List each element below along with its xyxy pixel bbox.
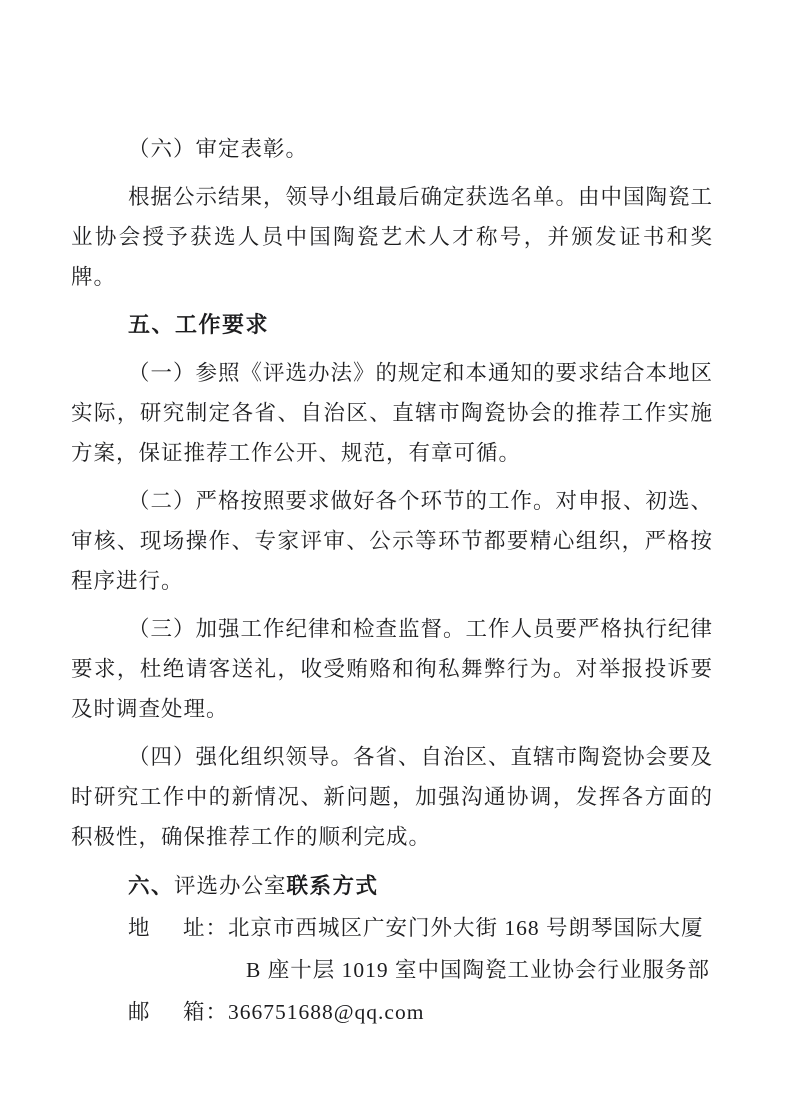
paragraph-requirement-3: （三）加强工作纪律和检查监督。工作人员要严格执行纪律要求，杜绝请客送礼，收受贿赂和徇私舞弊行为。对举报投诉要及时调查处理。 [71,617,714,721]
address-value-line2: B 座十层 1019 室中国陶瓷工业协会行业服务部 [246,958,710,982]
contact-section [71,865,713,1033]
paragraph-gongshi-jieguo: 根据公示结果，领导小组最后确定获选名单。由中国陶瓷工业协会授予获选人员中国陶瓷艺术人才称号，并颁发证书和奖牌。 [71,185,714,289]
address-label-spacer [128,949,228,991]
paragraph-requirement-1: （一）参照《评选办法》的规定和本通知的要求结合本地区实际，研究制定各省、自治区、直辖市陶瓷协会的推荐工作实施方案，保证推荐工作公开、规范，有章可循。 [71,361,714,465]
paragraph-requirement-2: （二）严格按照要求做好各个环节的工作。对申报、初选、审核、现场操作、专家评审、公示等环节都要精心组织，严格按程序进行。 [71,489,714,593]
address-label [128,907,228,949]
address-row-1 [71,907,713,949]
address-row-2 [71,949,713,991]
email-row [71,991,713,1033]
section6-contact-label: 联系方式 [286,874,379,898]
section6-office-label: 评选办公室 [174,874,287,898]
address-label-char1: 地 [128,916,151,940]
paragraph-requirement-4: （四）强化组织领导。各省、自治区、直辖市陶瓷协会要及时研究工作中的新情况、新问题，加强沟通协调，发挥各方面的积极性，确保推荐工作的顺利完成。 [71,745,714,849]
email-label-char1: 邮 [128,1000,151,1024]
email-label-char2: 箱： [182,1000,228,1024]
email-value: 366751688@qq.com [228,1000,425,1024]
section5-heading-gongzuo-yaoqiu: 五、工作要求 [128,312,270,337]
paragraph-item6-shending-biaozhang: （六）审定表彰。 [128,137,309,161]
section6-heading-lianxi-fangshi [71,865,713,907]
address-label-char2: 址： [182,916,228,940]
email-label [128,991,228,1033]
section6-number: 六、 [128,874,175,898]
address-value-line1: 北京市西城区广安门外大街 168 号朗琴国际大厦 [228,916,704,940]
